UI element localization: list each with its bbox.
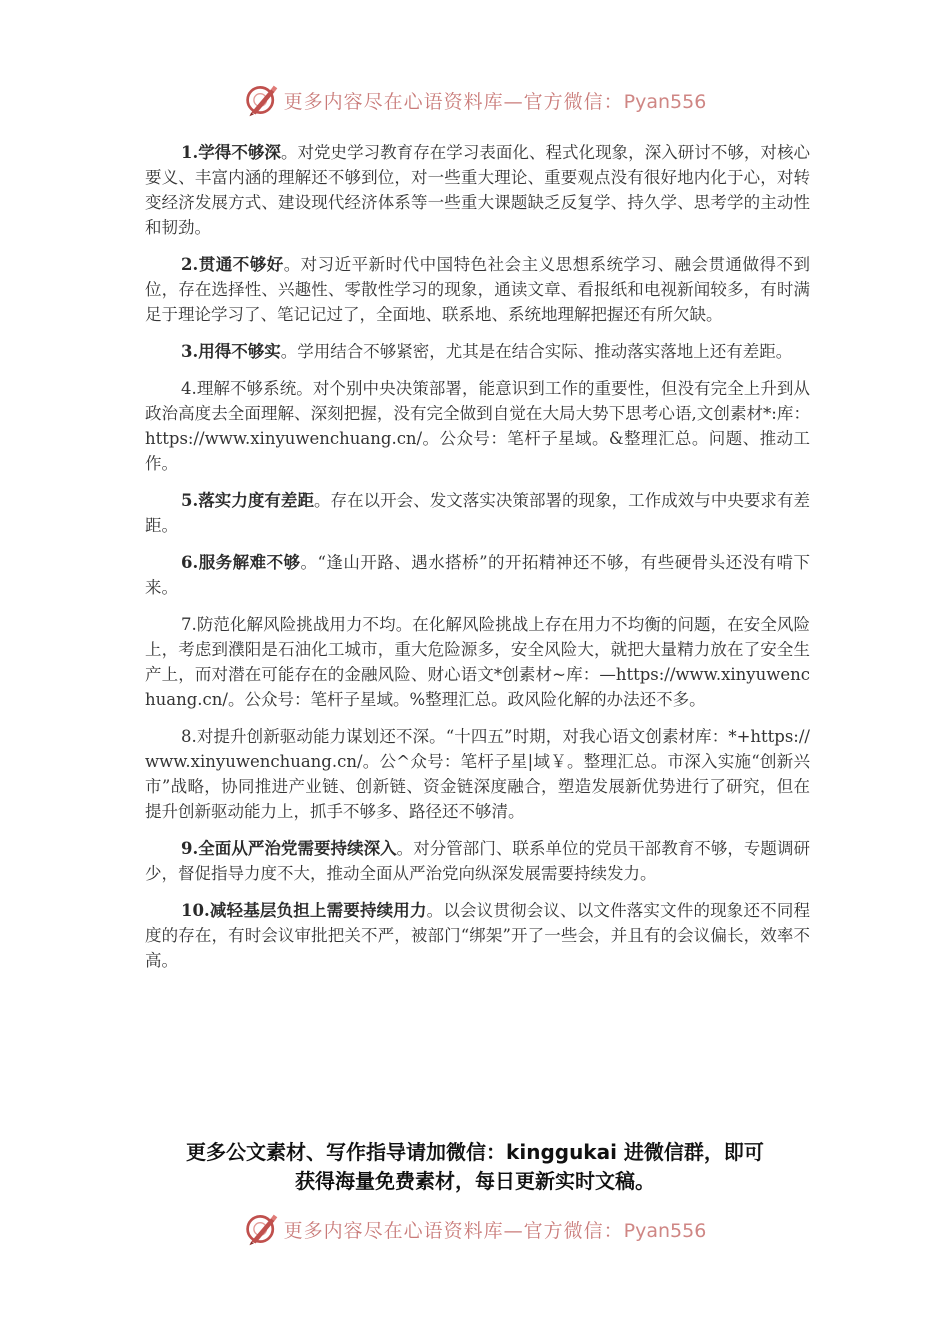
paragraph-5-lead: 5.落实力度有差距	[181, 491, 314, 510]
paragraph-9-lead: 9.全面从严治党需要持续深入	[181, 839, 397, 858]
paragraph-6-lead: 6.服务解难不够	[181, 553, 301, 572]
paragraph-4	[145, 376, 810, 476]
paragraph-1	[145, 140, 810, 240]
header-wechat-id: Pyan556	[623, 90, 707, 113]
footer-banner	[0, 1211, 950, 1247]
paragraph-9	[145, 836, 810, 886]
paragraph-10	[145, 898, 810, 973]
paragraph-7	[145, 612, 810, 712]
promo-line-1: 更多公文素材、写作指导请加微信：kinggukai 进微信群，即可	[186, 1140, 764, 1164]
paragraph-4-body: 4.理解不够系统。对个别中央决策部署，能意识到工作的重要性，但没有完全上升到从政治高度去全面理解、深刻把握，没有完全做到自觉在大局大势下思考心语,文创素材*:库：https://www.xinyuwenchuang.cn/。公众号：笔杆子星域。&整理汇总。问题、推动工作。	[145, 379, 810, 473]
paragraph-9-body: 。对分管部门、联系单位的党员干部教育不够，专题调研少，督促指导力度不大，推动全面从严治党向纵深发展需要持续发力。	[145, 839, 810, 883]
paragraph-6-body: 。“逢山开路、遇水搭桥”的开拓精神还不够，有些硬骨头还没有啃下来。	[145, 553, 810, 597]
paragraph-1-body: 。对党史学习教育存在学习表面化、程式化现象，深入研讨不够，对核心要义、丰富内涵的理解还不够到位，对一些重大理论、重要观点没有很好地内化于心，对转变经济发展方式、建设现代经济体系等一些重大课题缺乏反复学、持久学、思考学的主动性和韧劲。	[145, 143, 810, 237]
promo-line-2: 获得海量免费素材，每日更新实时文稿。	[295, 1169, 655, 1193]
pen-logo-icon	[244, 1211, 280, 1247]
paragraph-1-lead: 1.学得不够深	[181, 143, 281, 162]
paragraph-10-body: 。以会议贯彻会议、以文件落实文件的现象还不同程度的存在，有时会议审批把关不严，被部门“绑架”开了一些会，并且有的会议偏长，效率不高。	[145, 901, 810, 970]
footer-site-label	[284, 1216, 707, 1243]
footer-wechat-id: Pyan556	[623, 1219, 707, 1242]
paragraph-3-body: 。学用结合不够紧密，尤其是在结合实际、推动落实落地上还有差距。	[280, 342, 793, 361]
paragraph-3-lead: 3.用得不够实	[181, 342, 281, 361]
header-banner	[0, 82, 950, 118]
footer-site-text: 更多内容尽在心语资料库—官方微信：	[283, 1219, 624, 1242]
header-site-text: 更多内容尽在心语资料库—官方微信：	[283, 90, 624, 113]
header-site-label	[284, 87, 707, 114]
paragraph-5-body: 。存在以开会、发文落实决策部署的现象，工作成效与中央要求有差距。	[145, 491, 810, 535]
paragraph-3	[145, 339, 810, 364]
paragraph-10-lead: 10.减轻基层负担上需要持续用力	[181, 901, 427, 920]
paragraph-2	[145, 252, 810, 327]
paragraph-6	[145, 550, 810, 600]
pen-logo-icon	[244, 82, 280, 118]
paragraph-2-body: 。对习近平新时代中国特色社会主义思想系统学习、融会贯通做得不到位，存在选择性、兴趣性、零散性学习的现象，通读文章、看报纸和电视新闻较多，有时满足于理论学习了、笔记记过了，全面地、联系地、系统地理解把握还有所欠缺。	[145, 255, 810, 324]
paragraph-5	[145, 488, 810, 538]
paragraph-2-lead: 2.贯通不够好	[181, 255, 284, 274]
promo-block	[0, 1138, 950, 1196]
paragraph-7-body: 7.防范化解风险挑战用力不均。在化解风险挑战上存在用力不均衡的问题，在安全风险上，考虑到濮阳是石油化工城市，重大危险源多，安全风险大，就把大量精力放在了安全生产上，而对潜在可能存在的金融风险、财心语文*创素材~库：—https://www.xinyuwenchuang.cn/。公众号：笔杆子星域。%整理汇总。政风险化解的办法还不多。	[145, 615, 810, 709]
paragraph-8	[145, 724, 810, 824]
paragraph-8-body: 8.对提升创新驱动能力谋划还不深。“十四五”时期，对我心语文创素材库：*+https://www.xinyuwenchuang.cn/。公^众号：笔杆子星|域￥。整理汇总。市深入实施“创新兴市”战略，协同推进产业链、创新链、资金链深度融合，塑造发展新优势进行了研究，但在提升创新驱动能力上，抓手不够多、路径还不够清。	[145, 727, 810, 821]
document-body	[145, 140, 810, 985]
